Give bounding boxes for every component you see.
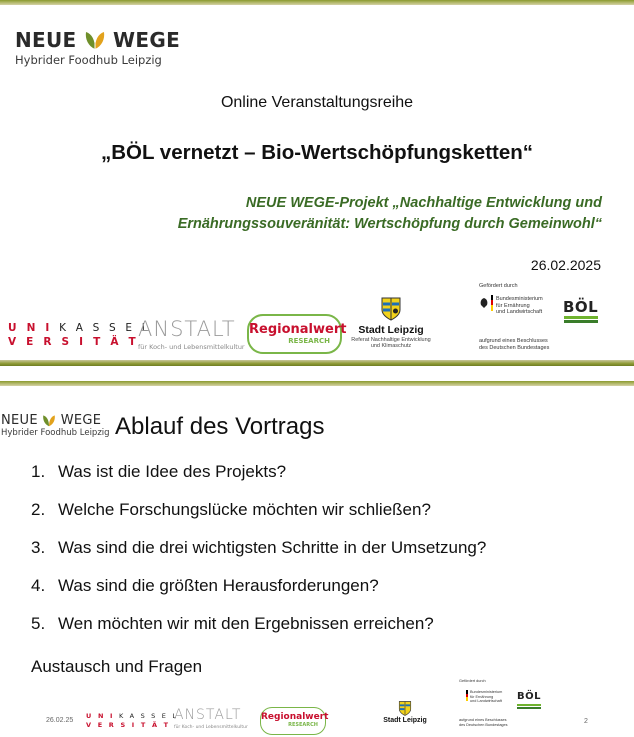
agenda-number: 5. xyxy=(31,614,46,633)
regionalwert-sub: RESEARCH xyxy=(288,337,330,345)
leipzig-name: Stadt Leipzig xyxy=(358,324,424,336)
agenda-item xyxy=(31,575,486,613)
leaf-icon xyxy=(84,30,106,50)
neue-wege-logo: NEUE WEGE Hybrider Foodhub Leipzig xyxy=(15,28,181,67)
regionalwert-logo xyxy=(260,707,329,735)
leipzig-dept-line1: Referat Nachhaltige Entwicklung xyxy=(351,337,431,343)
ministry-line3: und Landwirtschaft xyxy=(470,699,502,703)
resolution-line1: aufgrund eines Beschlusses xyxy=(479,338,548,344)
funded-by-label: Gefördert durch xyxy=(459,679,486,683)
resolution-line2: des Deutschen Bundestages xyxy=(459,722,508,727)
leipzig-coat-of-arms-icon xyxy=(398,700,412,717)
agenda-number: 1. xyxy=(31,462,46,481)
project-subtitle xyxy=(178,193,602,235)
brand-tagline: Hybrider Foodhub Leipzig xyxy=(1,428,110,438)
anstalt-logo xyxy=(138,318,245,351)
bol-bar-dark xyxy=(564,320,598,323)
event-series: Online Veranstaltungsreihe xyxy=(220,94,414,111)
bol-logo: BÖL xyxy=(563,298,599,316)
slide-heading: Ablauf des Vortrags xyxy=(115,413,325,440)
ministry-line3: und Landwirtschaft xyxy=(496,309,543,315)
ministry-line1: Bundesministerium xyxy=(470,690,503,694)
federal-eagle-icon xyxy=(479,296,489,310)
agenda-list xyxy=(31,461,486,651)
anstalt-tagline: für Koch- und Lebensmittelkultur xyxy=(138,343,245,351)
agenda-item xyxy=(31,461,486,499)
resolution-line1: aufgrund eines Beschlusses xyxy=(459,718,507,722)
brand-tagline: Hybrider Foodhub Leipzig xyxy=(15,53,162,67)
agenda-number: 4. xyxy=(31,576,46,595)
leipzig-name: Stadt Leipzig xyxy=(383,717,427,724)
closing-line: Austausch und Fragen xyxy=(31,657,203,676)
leaf-icon xyxy=(42,414,56,427)
anstalt-name: ANSTALT xyxy=(174,707,242,723)
agenda-text: Welche Forschungslücke möchten wir schließen? xyxy=(58,500,431,519)
agenda-item xyxy=(31,499,486,537)
bol-logo: BÖL xyxy=(517,691,541,702)
leipzig-coat-of-arms-icon xyxy=(380,296,402,322)
agenda-number: 3. xyxy=(31,538,46,557)
anstalt-name: ANSTALT xyxy=(138,317,236,341)
stadt-leipzig-logo xyxy=(350,296,432,350)
ministry-line2: für Ernährung xyxy=(470,694,494,699)
funded-by-label: Gefördert durch xyxy=(479,283,518,289)
ministry-line1: Bundesministerium xyxy=(496,296,543,302)
event-title: „BÖL vernetzt – Bio-Wertschöpfungsketten“ xyxy=(100,141,534,164)
stadt-leipzig-logo xyxy=(378,700,432,724)
agenda-text: Was ist die Idee des Projekts? xyxy=(58,462,287,481)
regionalwert-name: Regionalwert xyxy=(261,712,329,722)
anstalt-tagline: für Koch- und Lebensmittelkultur xyxy=(174,725,248,730)
agenda-item xyxy=(31,537,486,575)
agenda-text: Wen möchten wir mit den Ergebnissen erreichen? xyxy=(58,614,434,633)
neue-wege-logo: NEUE WEGE Hybrider Foodhub Leipzig xyxy=(1,413,110,438)
agenda-number: 2. xyxy=(31,500,46,519)
top-accent-bar xyxy=(0,381,634,386)
agenda-text: Was sind die drei wichtigsten Schritte in der Umsetzung? xyxy=(58,538,487,557)
footer-date: 26.02.25 xyxy=(46,717,74,724)
uni-kassel-logo: U N I K A S S E L V E R S I T Ä T xyxy=(8,322,151,348)
top-accent-bar xyxy=(0,0,634,5)
uni-kassel-logo: U N I K A S S E L V E R S I T Ä T xyxy=(86,712,179,729)
agenda-text: Was sind die größten Herausforderungen? xyxy=(58,576,379,595)
title-slide xyxy=(0,0,634,366)
project-subtitle-line2: Ernährungssouveränität: Wertschöpfung durch Gemeinwohl“ xyxy=(177,216,602,232)
anstalt-logo xyxy=(174,708,248,730)
agenda-slide xyxy=(0,381,634,737)
regionalwert-name: Regionalwert xyxy=(249,322,347,337)
ministry-line2: für Ernährung xyxy=(496,302,530,309)
bmel-funding-logo xyxy=(470,276,610,358)
agenda-item xyxy=(31,613,486,651)
project-subtitle-line1: NEUE WEGE-Projekt „Nachhaltige Entwicklung und xyxy=(245,195,602,211)
bol-bar-green xyxy=(564,316,598,319)
regionalwert-sub: RESEARCH xyxy=(288,722,318,728)
leipzig-dept-line2: und Klimaschutz xyxy=(370,343,412,350)
page-number: 2 xyxy=(584,718,588,725)
resolution-line2: des Deutschen Bundestages xyxy=(479,344,550,351)
bmel-funding-logo xyxy=(455,677,545,731)
regionalwert-logo xyxy=(247,314,347,354)
presentation-date: 26.02.2025 xyxy=(530,257,601,273)
